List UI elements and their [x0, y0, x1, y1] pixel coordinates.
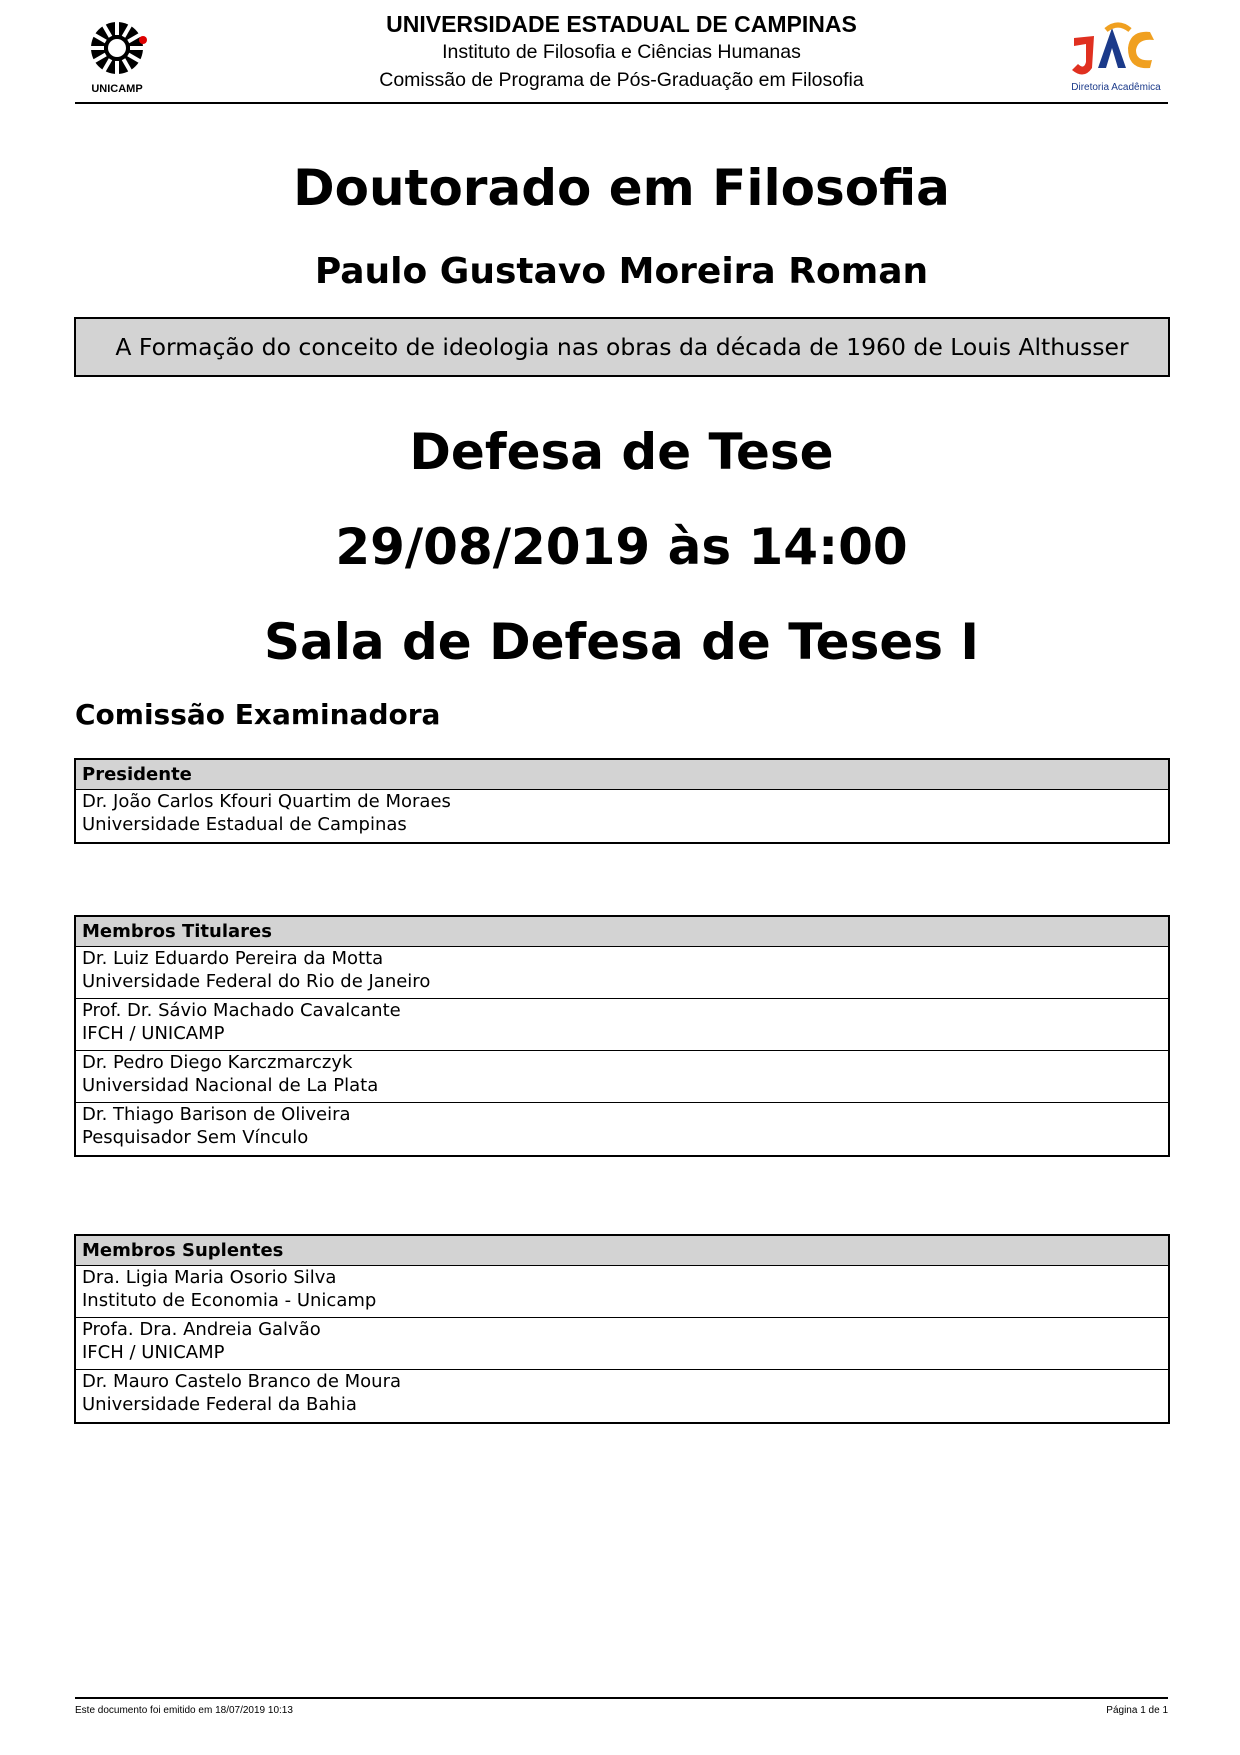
member-affiliation: Pesquisador Sem Vínculo — [82, 1126, 309, 1148]
commission-name: Comissão de Programa de Pós-Graduação em Filosofia — [379, 69, 864, 91]
member-affiliation: IFCH / UNICAMP — [82, 1341, 225, 1363]
table-row — [76, 999, 1168, 1051]
program-title: Doutorado em Filosofia — [293, 159, 950, 217]
member-name: Profa. Dra. Andreia Galvão — [82, 1319, 321, 1340]
member-name: Dr. Thiago Barison de Oliveira — [82, 1104, 351, 1125]
table-row — [76, 1370, 1168, 1422]
university-name: UNIVERSIDADE ESTADUAL DE CAMPINAS — [386, 11, 857, 37]
defense-type: Defesa de Tese — [409, 423, 834, 481]
titular-members-table — [74, 915, 1170, 1157]
table-header: Membros Titulares — [76, 917, 1168, 947]
table-row — [76, 947, 1168, 999]
student-name: Paulo Gustavo Moreira Roman — [314, 251, 929, 292]
issued-timestamp: Este documento foi emitido em 18/07/2019 10:13 — [75, 1705, 293, 1716]
header-text — [195, 10, 1048, 94]
document-footer — [75, 1697, 1168, 1716]
substitute-members-table — [74, 1234, 1170, 1424]
member-affiliation: Instituto de Economia - Unicamp — [82, 1289, 377, 1311]
member-name: Dr. João Carlos Kfouri Quartim de Moraes — [82, 791, 451, 812]
president-table — [74, 758, 1170, 844]
svg-text:UNICAMP: UNICAMP — [91, 83, 143, 95]
defense-room: Sala de Defesa de Teses I — [263, 613, 980, 671]
table-row — [76, 1103, 1168, 1155]
table-header: Membros Suplentes — [76, 1236, 1168, 1266]
table-row — [76, 1266, 1168, 1318]
member-affiliation: IFCH / UNICAMP — [82, 1022, 225, 1044]
table-header: Presidente — [76, 760, 1168, 790]
member-name: Dr. Pedro Diego Karczmarczyk — [82, 1052, 353, 1073]
member-affiliation: Universidad Nacional de La Plata — [82, 1074, 379, 1096]
thesis-title: A Formação do conceito de ideologia nas obras da década de 1960 de Louis Althusser — [74, 317, 1170, 377]
member-name: Dr. Mauro Castelo Branco de Moura — [82, 1371, 402, 1392]
member-name: Dra. Ligia Maria Osorio Silva — [82, 1267, 337, 1288]
member-affiliation: Universidade Federal do Rio de Janeiro — [82, 970, 431, 992]
committee-title: Comissão Examinadora — [75, 698, 441, 731]
table-row — [76, 1051, 1168, 1103]
table-row — [76, 790, 1168, 842]
unicamp-logo — [83, 16, 155, 96]
diretoria-academica-logo — [1064, 18, 1168, 98]
member-name: Dr. Luiz Eduardo Pereira da Motta — [82, 948, 384, 969]
svg-text:Diretoria Acadêmica: Diretoria Acadêmica — [1071, 82, 1161, 93]
institute-name: Instituto de Filosofia e Ciências Humanas — [442, 41, 801, 63]
defense-date-time: 29/08/2019 às 14:00 — [335, 518, 908, 576]
member-name: Prof. Dr. Sávio Machado Cavalcante — [82, 1000, 401, 1021]
member-affiliation: Universidade Federal da Bahia — [82, 1393, 357, 1415]
member-affiliation: Universidade Estadual de Campinas — [82, 813, 407, 835]
document-header — [75, 10, 1168, 104]
page-number: Página 1 de 1 — [1106, 1705, 1168, 1716]
table-row — [76, 1318, 1168, 1370]
